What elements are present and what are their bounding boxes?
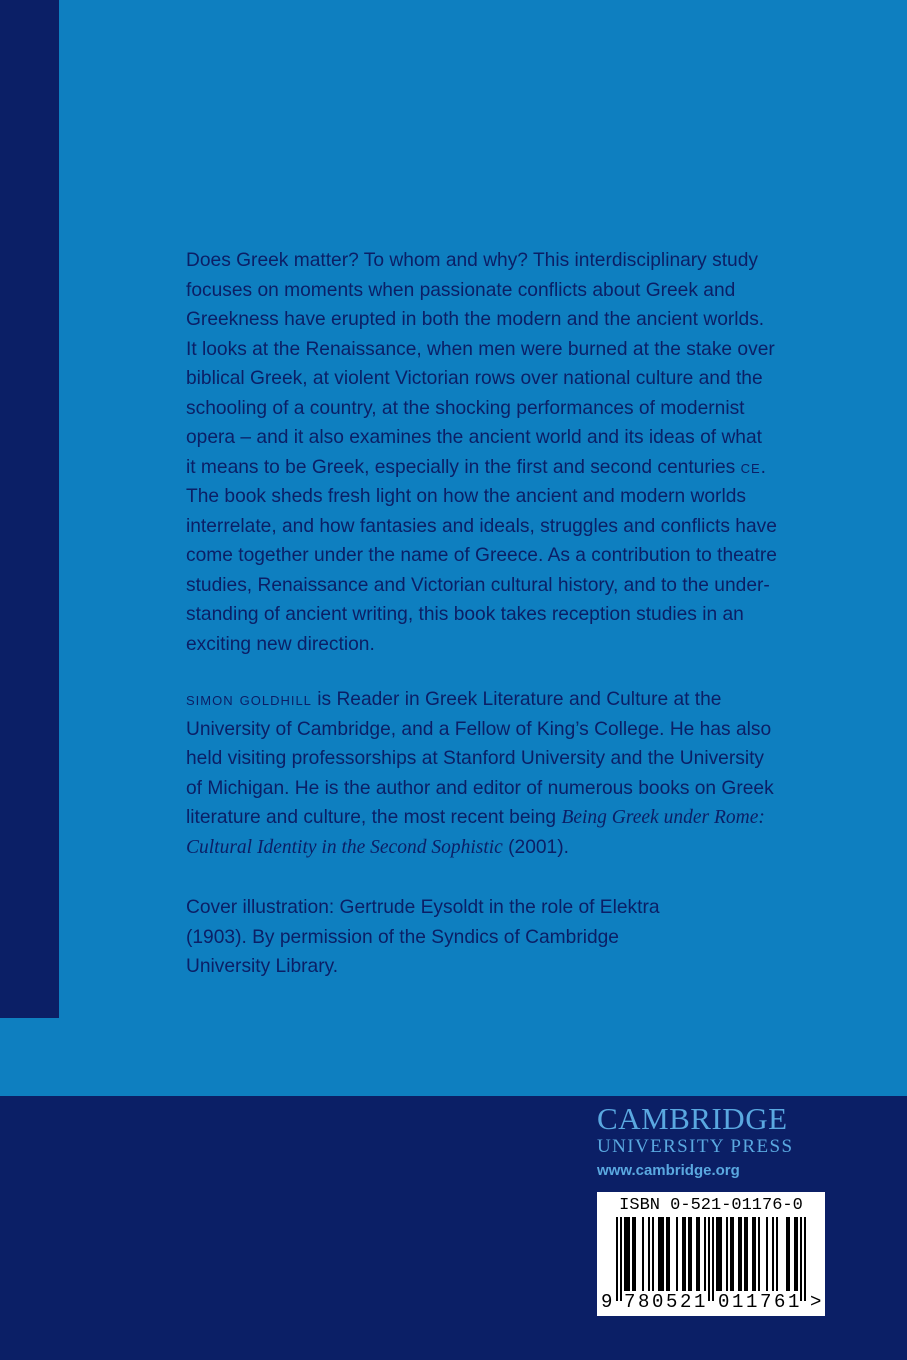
barcode-bar-3 [626,1217,628,1291]
barcode-bar-11 [660,1217,662,1291]
barcode-bar-27 [720,1217,722,1291]
author-bio: is Reader in Greek Literature and Culture at the University of Cambridge, and a Fellow of King’s College. He has also held visiting professorships at Stanford University and the University of Michigan. He is the author and editor of numerous books on Greek literature and culture, the most recent being [186,689,774,828]
blurb-rest: . The book sheds fresh light on how the ancient and modern worlds interrelate, and how fantasies and ideals, struggles and conflicts have come together under the name of Greece. As a contribution to theatre studies, Renaissance and Victorian cultural history, and to the under- standing of ancient writing, this book takes reception studies in an exciting new direction. [186,456,777,655]
barcode-bar-35 [752,1217,754,1291]
barcode-bar-46 [804,1217,806,1301]
barcode-bar-7 [642,1217,644,1291]
barcode-bar-15 [676,1217,678,1291]
barcode-box [597,1192,825,1316]
barcode-bar-6 [634,1217,636,1291]
ean-digit-2: 8 [638,1291,650,1313]
barcode-bar-43 [794,1217,796,1291]
barcode-bar-24 [712,1217,714,1301]
barcode-bar-37 [758,1217,760,1291]
barcode-bar-17 [684,1217,686,1291]
publisher-logo [597,1102,837,1182]
barcode-bar-36 [754,1217,756,1291]
barcode-bar-42 [788,1217,790,1291]
barcode-bar-1 [620,1217,622,1301]
recent-book-year: (2001). [502,836,569,858]
barcode-bar-29 [730,1217,732,1291]
isbn-label: ISBN 0-521-01176-0 [619,1196,803,1215]
barcode-bar-34 [746,1217,748,1291]
barcode-bar-21 [698,1217,700,1291]
blurb-era: ce [740,456,761,477]
barcode-bar-13 [666,1217,668,1291]
ean-digit-5: 2 [680,1291,692,1313]
barcode-bar-32 [740,1217,742,1291]
cover-credit: Cover illustration: Gertrude Eysoldt in the role of Elektra (1903). By permission of the Syndics of Cambridge University Library. [186,897,660,977]
barcode-bar-5 [632,1217,634,1291]
barcode-bar-31 [738,1217,740,1291]
barcode-bar-28 [726,1217,728,1291]
barcode-bar-14 [668,1217,670,1291]
barcode-bar-20 [696,1217,698,1291]
barcode-bar-18 [688,1217,690,1291]
barcode-bar-12 [662,1217,664,1291]
barcode-bar-26 [718,1217,720,1291]
barcode-bar-23 [708,1217,710,1301]
barcode-bar-38 [766,1217,768,1291]
back-cover-text [186,246,826,982]
ean-digit-4: 5 [666,1291,678,1313]
publisher-press: UNIVERSITY PRESS [597,1136,794,1157]
publisher-url: www.cambridge.org [597,1162,740,1179]
barcode-bar-41 [786,1217,788,1291]
ean-digit-1: 7 [624,1291,636,1313]
barcode-bar-33 [744,1217,746,1291]
ean-digit-10: 7 [760,1291,772,1313]
barcode-bar-4 [628,1217,630,1291]
author-name: simon goldhill [186,689,312,709]
barcode-bar-19 [690,1217,692,1291]
barcode-bar-40 [776,1217,778,1291]
barcode-bar-45 [800,1217,802,1301]
ean-digit-12: 1 [788,1291,800,1313]
ean-digit-9: 1 [746,1291,758,1313]
ean-end-marker: > [810,1291,822,1313]
ean-digits [598,1291,824,1313]
barcode-bar-10 [658,1217,660,1291]
barcode-bar-0 [616,1217,618,1301]
barcode-bar-30 [732,1217,734,1291]
ean-digit-7: 0 [718,1291,730,1313]
left-accent-bar [0,0,59,1018]
ean-digit-8: 1 [732,1291,744,1313]
barcode-bar-2 [624,1217,626,1291]
barcode-bar-22 [704,1217,706,1291]
recent-book-title: Being Greek under Rome: Cultural Identity in the Second Sophistic [186,807,765,858]
barcode-bar-9 [652,1217,654,1291]
barcode-bar-8 [648,1217,650,1291]
author-paragraph [186,685,826,862]
ean-digit-6: 1 [694,1291,706,1313]
ean-digit-0: 9 [601,1291,613,1313]
blurb-paragraph [186,246,826,659]
ean-digit-11: 6 [774,1291,786,1313]
barcode-bar-25 [716,1217,718,1291]
barcode-bar-39 [772,1217,774,1291]
barcode-bar-16 [682,1217,684,1291]
blurb-main: Does Greek matter? To whom and why? This interdisciplinary study focuses on moments when passionate conflicts about Greek and Greekness have erupted in both the modern and the ancient worlds. It looks at the Renaissance, when men were burned at the stake over biblical Greek, at violent Victorian rows over national culture and the schooling of a country, at the shocking performances of modernist opera – and it also examines the ancient world and its ideas of what it means to be Greek, especially in the first and second centuries [186,250,775,478]
ean-digit-3: 0 [652,1291,664,1313]
barcode-bar-44 [796,1217,798,1291]
publisher-name: CAMBRIDGE [597,1101,788,1136]
